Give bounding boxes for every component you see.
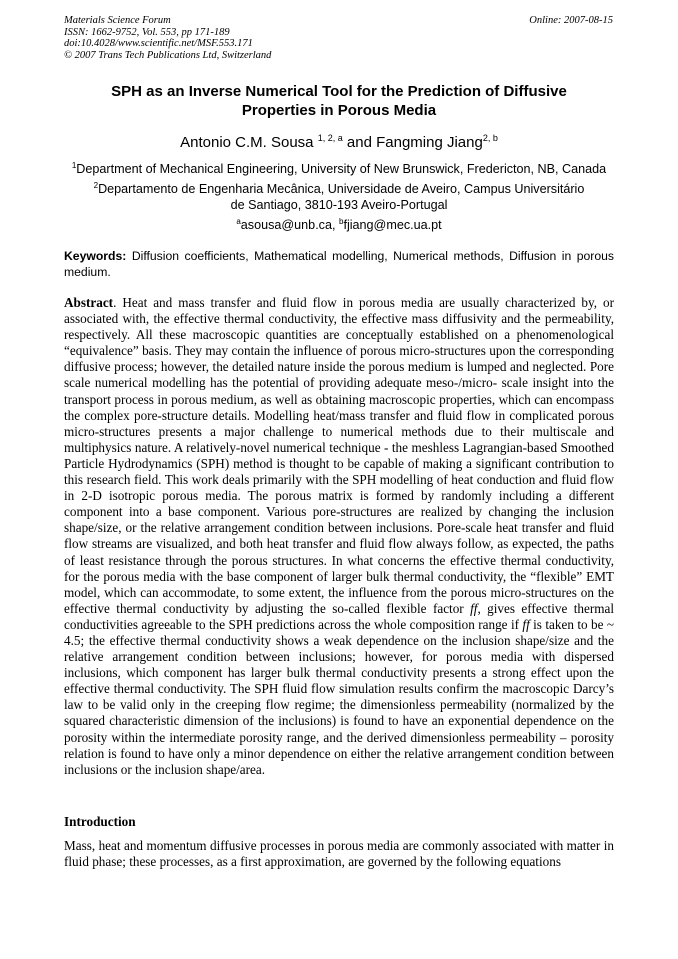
- online-date: Online: 2007-08-15: [529, 15, 613, 26]
- copyright-line: © 2007 Trans Tech Publications Ltd, Switzerland: [64, 49, 272, 61]
- journal-name: Materials Science Forum: [64, 15, 171, 26]
- email-link[interactable]: asousa@unb.ca,: [240, 218, 336, 232]
- affiliation-2: [90, 178, 588, 213]
- author-name: Antonio C.M. Sousa: [180, 134, 314, 151]
- email-link[interactable]: fjiang@mec.ua.pt: [343, 218, 442, 232]
- keywords-section: [64, 249, 614, 280]
- doi-line: doi:10.4028/www.scientific.net/MSF.553.171: [64, 38, 253, 49]
- paper-title: SPH as an Inverse Numerical Tool for the Prediction of Diffusive Properties in Porous Media: [111, 83, 567, 119]
- email-marker: b: [339, 217, 344, 226]
- author-connector: and: [346, 134, 372, 151]
- keywords-label: Keywords:: [64, 249, 127, 263]
- affiliation-text: Department of Mechanical Engineering, University of New Brunswick, Fredericton, NB, Canada: [76, 162, 607, 176]
- author-list: [64, 129, 614, 152]
- journal-header: [64, 15, 271, 61]
- author-affiliation-marker: 2, b: [482, 133, 498, 143]
- email-marker: a: [236, 217, 241, 226]
- section-heading: Introduction: [64, 814, 136, 829]
- abstract-symbol: ff: [470, 600, 478, 616]
- keywords-text: Diffusion coefficients, Mathematical modelling, Numerical methods, Diffusion in porous medium.: [64, 249, 614, 279]
- issn-line: ISSN: 1662-9752, Vol. 553, pp 171-189: [64, 26, 230, 38]
- affiliation-1: [64, 158, 614, 178]
- email-line: [64, 214, 614, 234]
- affiliation-text: Departamento de Engenharia Mecânica, Universidade de Aveiro, Campus Universitário de Santiago, 3810-193 Aveiro-Portugal: [98, 182, 585, 212]
- section-paragraph: Mass, heat and momentum diffusive processes in porous media are commonly associated with matter in fluid phase; these processes, as a first approximation, are governed by the following equations: [64, 838, 614, 870]
- abstract-label: Abstract: [64, 295, 114, 310]
- abstract-symbol: ff: [522, 616, 530, 632]
- abstract-section: [64, 295, 614, 778]
- abstract-text: is taken to be ~ 4.5; the effective thermal conductivity shows a weak dependence on the inclusion shape/size and the relative arrangement condition between inclusions; however, for porous media with dispersed inclusions, which component has larger bulk thermal conductivity presents a strong effect upon the effective thermal conductivity. The SPH fluid flow simulation results confirm the macroscopic Darcy’s law to be valid only in the creeping flow regime; the dimensionless permeability (normalized by the squared characteristic dimension of the inclusions) is found to have an exponential dependence on the porosity within the intermediate porosity range, and the derived dimensionless permeability – porosity relation is found to have only a minor dependence on either the relative arrangement condition between inclusions or the inclusion shape/area.: [64, 616, 614, 777]
- abstract-text: . Heat and mass transfer and fluid flow in porous media are usually characterized by, or associated with, the effective thermal conductivity, the effective mass diffusivity and the permeability, respectively. All these macroscopic quantities are conceptually established on a phenomenological “equivalence” basis. They may contain the influence of porous micro-structures upon the corresponding diffusive process; however, the detailed nature inside the porous medium is lumped and neglected. Pore scale numerical modelling has the potential of providing adequate meso-/micro- scale insight into the transport process in porous medium, as well as obtaining macroscopic properties, which can encompass the complex pore-structure details. Modelling heat/mass transfer and fluid flow in complicated porous micro-structures presents a major challenge to numerical methods due to their multiscale and multiphysics nature. A relatively-novel numerical technique - the meshless Lagrangian-based Smoothed Particle Hydrodynamics (SPH) method is thought to be capable of making a significant contribution to this research field. This work deals primarily with the SPH modelling of heat conduction and fluid flow in 2-D isotropic porous media. The porous matrix is formed by randomly including a different component into a base component. Various pore-structures are realized by changing the inclusion shape/size, or the relative arrangement condition between inclusions. Pore-scale heat transfer and fluid flow streams are visualized, and both heat transfer and fluid flow always follow, as expected, the paths of least resistance through the porous structures. In what concerns the effective thermal conductivity, for the porous media with the base component of larger bulk thermal conductivity, the “flexible” EMT model, which can accommodate, to some extent, the influence from the porous micro-structures on the effective thermal conductivity by adjusting the so-called flexible factor: [64, 295, 614, 616]
- abstract-text: , gives effective thermal conductivities agreeable to the SPH predictions across the whole composition range if: [64, 600, 614, 632]
- affiliation-marker: 2: [93, 181, 99, 190]
- affiliation-marker: 1: [71, 161, 77, 170]
- author-name: Fangming Jiang: [376, 134, 483, 151]
- author-affiliation-marker: 1, 2, a: [317, 133, 343, 143]
